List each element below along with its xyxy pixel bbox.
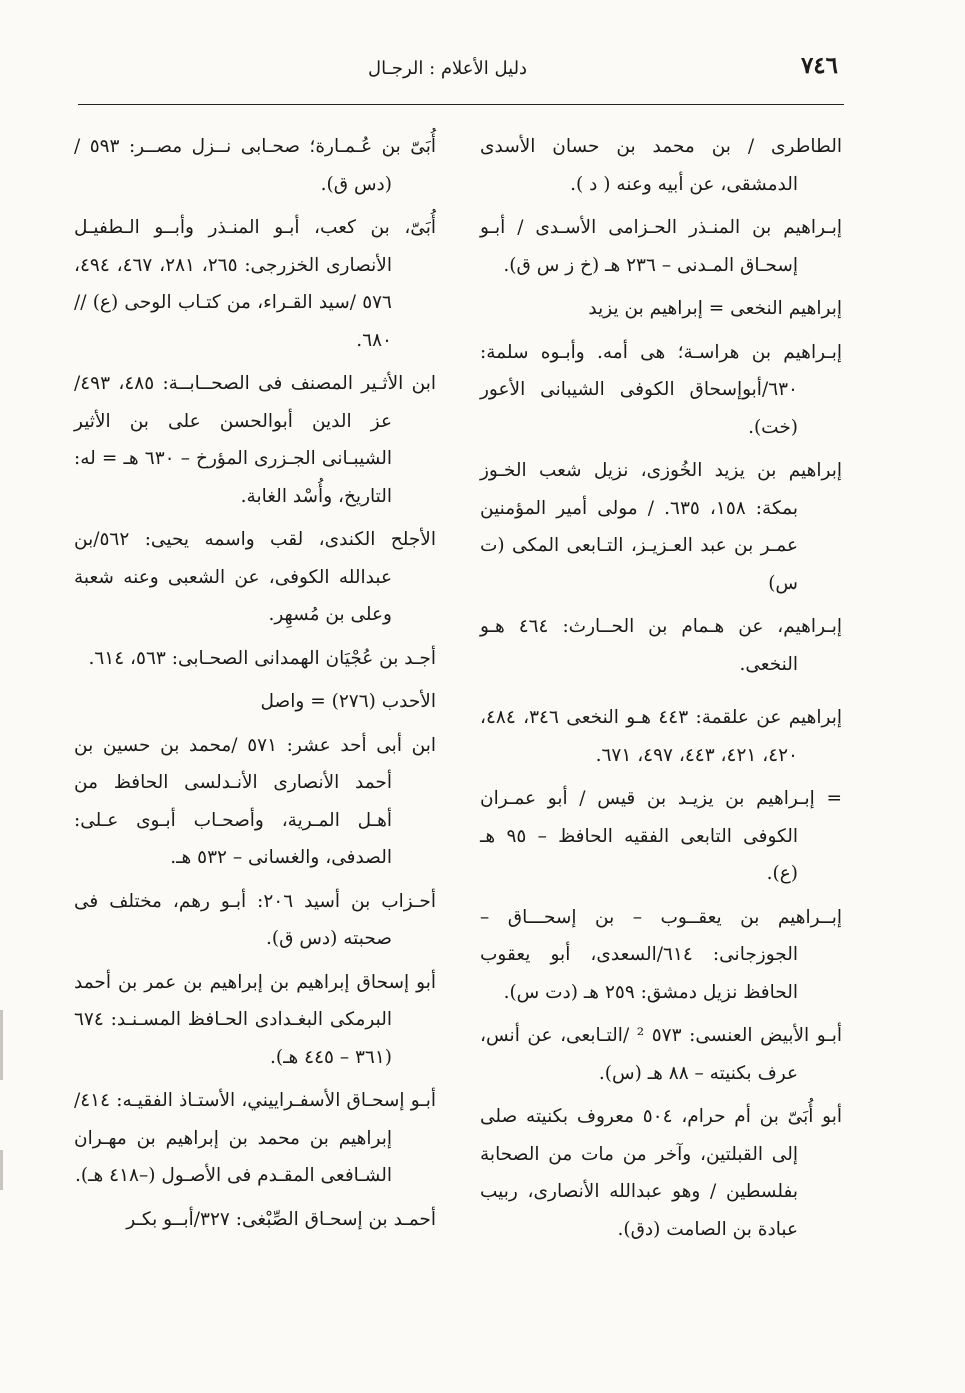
running-title: دليل الأعلام : الرجـال	[368, 58, 528, 79]
index-entry: إبـراهيم، عن هـمام بن الحــارث: ٤٦٤ هـو النخعى.	[480, 616, 842, 675]
index-entry: أبـو الأبيض العنسى: ٥٧٣ ² /التـابعى، عن أنس، عرف بكنيته – ٨٨ هـ (س).	[480, 1025, 842, 1084]
index-entry: إبـراهيم بن المنـذر الحـزامى الأسـدى / أبـو إسحـاق المـدنى – ٢٣٦ هـ (خ ز س ق).	[480, 217, 842, 276]
index-entry: ابن الأثـير المصنف فى الصحــابــة: ٤٨٥، ٤٩٣/عز الدين أبوالحسن على بن الأثير الشيبـانى الجـزرى المؤرخ – ٦٣٠ هـ = له: التاريخ، وأُسْد الغابة.	[74, 373, 436, 507]
entry-gap	[480, 689, 842, 699]
index-entry: أبو أُبَىّ بن أم حرام، ٥٠٤ معروف بكنيته صلى إلى القبلتين، وآخر من مات من الصحابة بفلسطين / وهو عبدالله الأنصارى، ربيب عبادة بن الصامت (دق).	[480, 1106, 842, 1240]
index-entry: ابن أبى أحد عشر: ٥٧١ /محمد بن حسين بن أحمد الأنصارى الأنـدلسى الحافظ من أهـل المـرية، وأصحـاب أبـوى عـلى: الصدفى، والغسانى – ٥٣٢ هـ.	[74, 734, 436, 868]
index-entry: الأحدب (٢٧٦) = واصل	[260, 691, 436, 712]
index-entry: أحمـد بن إسحـاق الصِّبْغى: ٣٢٧/أبــو بكـر	[126, 1208, 436, 1230]
index-entry: أبو إسحاق إبراهيم بن إبراهيم بن عمر بن أحمد البرمكى البغـدادى الحـافظ المسـنـد: ٦٧٤ (٣٦١ – ٤٤٥ هـ).	[74, 971, 436, 1068]
index-entry: إبــراهيم بن يعقــوب – بن إسحـــاق – الجوزجانى: ٦١٤/السعدى، أبو يعقوب الحافظ نزيل دمشق: ٢٥٩ هـ (دت س).	[480, 906, 842, 1003]
index-entry: أُبَىّ بن عُـمـارة؛ صحـابى نــزل مصــر: ٥٩٣ / (دس ق).	[74, 136, 436, 195]
index-entry: أُبَىّ، بن كعب، أبـو المنـذر وأبــو الـطفيـل الأنصارى الخزرجى: ٢٦٥، ٢٨١، ٤٦٧، ٤٩٤، ٥٧٦ /سيد القـراء، من كتـاب الوحى (ع) // ٦٨٠.	[74, 217, 436, 351]
index-entry: إبراهيم عن علقمة: ٤٤٣ هـو النخعى ٣٤٦، ٤٨٤، ٤٢٠، ٤٢١، ٤٤٣، ٤٩٧، ٦٧١.	[480, 707, 842, 766]
header-rule	[78, 104, 844, 105]
index-entry: إبراهيم النخعى = إبراهيم بن يزيد	[588, 298, 842, 319]
index-entry: أجـد بن عُجْيَان الهمدانى الصحـابى: ٥٦٣، ٦١٤.	[88, 647, 436, 669]
index-entry: الأجلح الكندى، لقب واسمه يحيى: ٥٦٢/بن عبدالله الكوفى، عن الشعبى وعنه شعبة وعلى بن مُسهِر.	[74, 529, 436, 625]
page-header	[78, 52, 838, 92]
index-entry: إبـراهيم بن هراسـة؛ هى أمه. وأبـوه سلمة: ٦٣٠/أبوإسحاق الكوفى الشيبانى الأعور (خت).	[480, 341, 842, 438]
scan-margin-mark	[0, 1010, 3, 1080]
index-entry: الطاطرى / بن محمد بن حسان الأسدى الدمشقى، عن أبيه وعنه ( د ).	[480, 136, 842, 195]
scan-margin-mark	[0, 1150, 3, 1190]
index-entry: = إبـراهيم بن يزيـد بن قيس / أبو عمـران الكوفى التابعى الفقيه الحافظ – ٩٥ هـ (ع).	[480, 788, 842, 884]
index-entry: أبـو إسحـاق الأسفـراييني، الأستـاذ الفقيـه: ٤١٤/إبراهيم بن محمد بن إبراهيم بن مهـران الشـافعى المقـدم فى الأصـول (–٤١٨ هـ).	[74, 1090, 436, 1186]
right-column	[480, 128, 842, 1254]
page-number: ٧٤٦	[800, 52, 838, 79]
left-column	[74, 128, 436, 1238]
index-entry: أحـزاب بن أسيد ٢٠٦: أبـو رهم، مختلف فى صحبته (دس ق).	[74, 890, 436, 949]
index-entry: إبراهيم بن يزيد الخُوزى، نزيل شعب الخـوز بمكة: ١٥٨، ٦٣٥. / مولى أمير المؤمنين عمـر بن عبد العـزيـز، التـابعى المكى (ت س)	[480, 460, 842, 594]
